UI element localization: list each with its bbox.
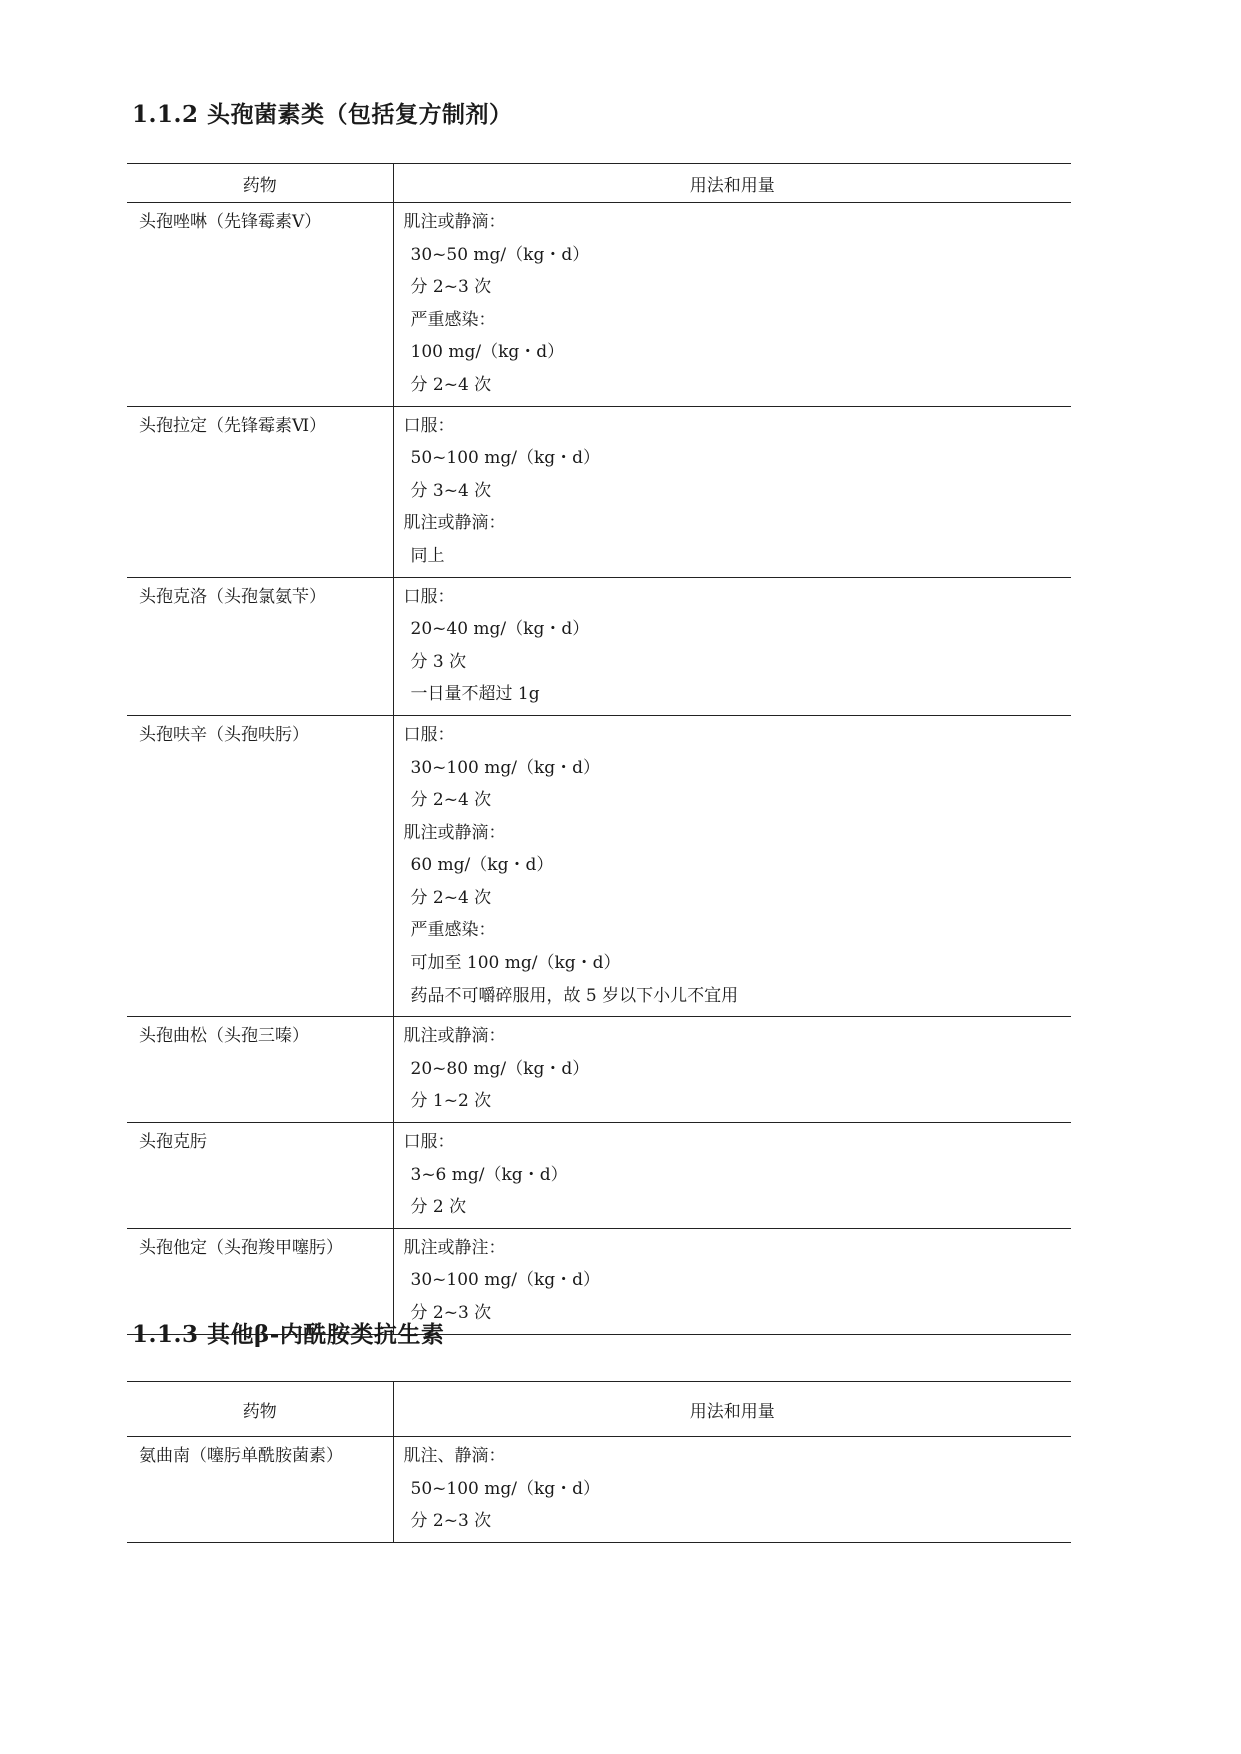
table-row [127,1123,1071,1229]
table-row [127,406,1071,577]
usage-line: 60 mg/（kg・d） [410,855,554,876]
table-row [127,1017,1071,1123]
usage-line: 20~40 mg/（kg・d） [410,619,590,640]
drug-name: 头孢曲松（头孢三嗪） [127,1017,393,1123]
usage-line: 肌注、静滴： [403,1446,506,1466]
table-row [127,1437,1071,1543]
column-header-usage: 用法和用量 [393,1382,1071,1437]
section-title-other-beta-lactams: 1.1.3 其他β-内酰胺类抗生素 [132,1321,445,1348]
usage-line: 分 2~3 次 [410,1303,492,1323]
usage-line: 分 2 次 [410,1197,467,1218]
cephalosporin-dosage-table [127,163,1071,1335]
usage-cell [393,1123,1071,1229]
column-header-drug: 药物 [127,164,393,203]
drug-name: 头孢呋辛（头孢呋肟） [127,715,393,1016]
table-header-row [127,1382,1071,1437]
usage-cell [393,1017,1071,1123]
column-header-usage: 用法和用量 [393,164,1071,203]
usage-line: 可加至 100 mg/（kg・d） [410,953,621,974]
usage-line: 分 3~4 次 [410,480,492,501]
section-title-cephalosporins: 1.1.2 头孢菌素类（包括复方制剂） [132,101,513,128]
usage-line: 口服： [403,1132,455,1153]
usage-line: 分 2~4 次 [410,790,492,811]
usage-line: 分 1~2 次 [410,1091,492,1112]
usage-line: 肌注或静滴： [403,1026,506,1047]
usage-line: 50~100 mg/（kg・d） [410,448,601,469]
usage-line: 严重感染： [410,920,496,941]
usage-line: 30~50 mg/（kg・d） [410,244,590,265]
usage-line: 肌注或静滴： [403,513,506,534]
table-header-row [127,164,1071,203]
usage-line: 肌注或静注： [403,1237,506,1258]
usage-line: 肌注或静滴： [403,822,506,843]
drug-name: 头孢拉定（先锋霉素Ⅵ） [127,406,393,577]
usage-line: 分 3 次 [410,651,467,672]
drug-name: 头孢他定（头孢羧甲噻肟） [127,1228,393,1334]
beta-lactam-dosage-table [127,1381,1071,1543]
usage-line: 严重感染： [410,309,496,330]
usage-cell [393,715,1071,1016]
usage-line: 分 2~4 次 [410,374,492,395]
usage-line: 30~100 mg/（kg・d） [410,757,601,778]
usage-line: 20~80 mg/（kg・d） [410,1058,590,1079]
column-header-drug: 药物 [127,1382,393,1437]
usage-line: 分 2~3 次 [410,1511,492,1532]
usage-cell [393,577,1071,715]
usage-cell [393,406,1071,577]
usage-line: 同上 [410,545,445,566]
usage-line: 口服： [403,415,455,436]
usage-cell [393,1437,1071,1543]
usage-cell [393,203,1071,407]
table-row [127,203,1071,407]
drug-name: 头孢唑啉（先锋霉素Ⅴ） [127,203,393,407]
usage-line: 分 2~4 次 [410,887,492,908]
usage-line: 药品不可嚼碎服用，故 5 岁以下小儿不宜用 [410,985,739,1006]
table-row [127,577,1071,715]
usage-line: 50~100 mg/（kg・d） [410,1478,601,1499]
usage-line: 100 mg/（kg・d） [410,342,565,363]
usage-line: 分 2~3 次 [410,277,492,298]
usage-line: 口服： [403,724,455,745]
drug-name: 头孢克洛（头孢氯氨苄） [127,577,393,715]
drug-name: 氨曲南（噻肟单酰胺菌素） [127,1437,393,1543]
usage-cell [393,1228,1071,1334]
drug-name: 头孢克肟 [127,1123,393,1229]
usage-line: 3~6 mg/（kg・d） [410,1164,568,1185]
table-row [127,715,1071,1016]
usage-line: 口服： [403,586,455,607]
usage-line: 肌注或静滴： [403,212,506,232]
table-row [127,1228,1071,1334]
usage-line: 一日量不超过 1g [410,684,540,705]
usage-line: 30~100 mg/（kg・d） [410,1270,601,1291]
